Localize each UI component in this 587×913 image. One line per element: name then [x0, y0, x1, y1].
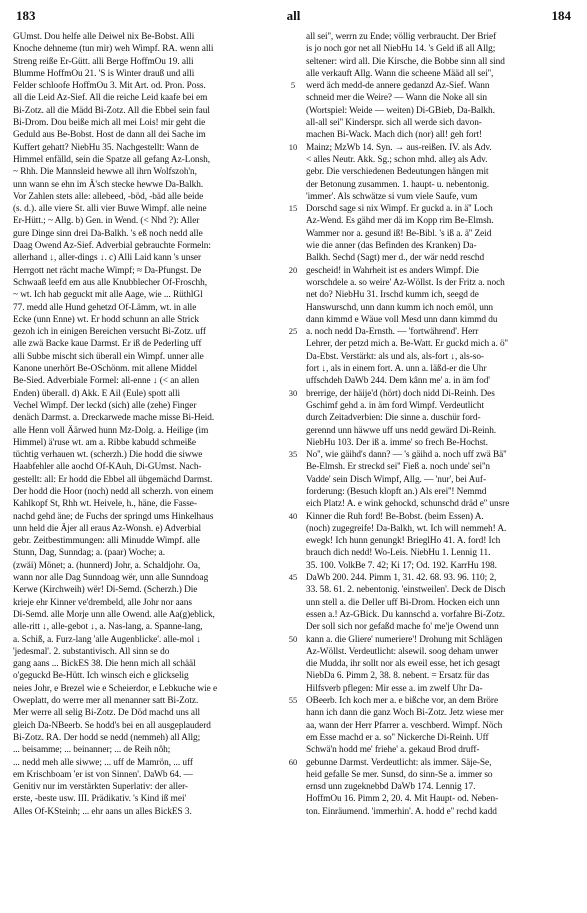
- text-line: Az-Wend. Es gähd mer dä im Kopp rim Be-Elmsh.: [306, 216, 494, 227]
- text-line: Bi-Zotz. RA. Der hodd se nedd (nemmeh) all Allg;: [13, 732, 201, 743]
- text-line: Be-Sied. Adverbiale Formel: all-enne ↓ (< an allen: [13, 376, 200, 387]
- text-line: is jo noch gor net all NiebHu 14. 's Geld iß all Allg;: [306, 44, 496, 55]
- text-line: NiebHu 103. Der iß a. imme' so frech Be-Hochst.: [306, 437, 488, 448]
- text-line: gescheid! in Wahrheit ist es anders Wimpf. Die: [306, 265, 479, 276]
- text-line: gang aans ... BickES 38. Die henn mich all schääl: [13, 659, 196, 670]
- text-line: forderung: (Besuch klopft an.) Als erei''! Nemmd: [306, 486, 487, 497]
- page-number-right: 184: [551, 8, 571, 23]
- text-line: DaWb 200. 244. Pimm 1, 31. 42. 68. 93. 96. 110; 2,: [306, 573, 497, 584]
- page-header: [0, 8, 587, 28]
- text-line: Vadde' sein Disch Wimpf, Allg. — 'nur', bei Auf-: [306, 474, 486, 485]
- text-line: Ecke (unn Enne) wt. Er hodd schunn an alle Strick: [13, 314, 200, 325]
- text-line: essen a.! Az-GBick. Du kannschd a. vorfahre Bi-Zotz.: [306, 609, 506, 620]
- text-line: NiebDa 6. Pimm 2, 38. 8. nebent. = Ersatz für das: [306, 671, 490, 682]
- text-line: ewegk! Ich hunn genungk! BrieglHo 41. A. ford! Ich: [306, 536, 501, 547]
- text-line: Bi-Zotz. all die Mädd Bi-Zotz. All die Ebbel sein faul: [13, 105, 210, 116]
- text-line: Stunn, Dag, Sunndag; a. (paar) Woche; a.: [13, 548, 165, 559]
- text-line: < alles Neutr. Akk. Sg.; schon mhd. alleȝ als Adv.: [306, 154, 488, 165]
- line-number: 30: [288, 387, 298, 398]
- text-line: allerhand ↓, aller-dings ↓. c) Alli Laid kann 's unser: [13, 253, 202, 264]
- text-line: (Wortspiel: Weide — weiten) Di-GBieb, Da-Balkh.: [306, 105, 495, 116]
- text-line: Be-Elmsh. Er streckd sei'' Fieß a. noch unde' sei''n: [306, 462, 490, 473]
- text-line: Kanone unerhört Be-OSchönm. mit allene Middel: [13, 364, 198, 375]
- text-line: werd äch medd-de annere gedanzd Az-Sief. Wann: [306, 81, 490, 92]
- text-line: (noch) zugegreife! Da-Balkh, wt. Ich will nemmeh! A.: [306, 523, 507, 534]
- text-line: Lehrer, der petzd mich a. Be-Watt. Er guckd mich a. ö'': [306, 339, 508, 350]
- text-line: 'jedesmal'. 2. substantivisch. All sinn se do: [13, 646, 170, 657]
- text-line: Vechel Wimpf. Der leckd (sich) alle (zehe) Finger: [13, 400, 197, 411]
- text-line: 33. 58. 61. 2. nebentonig. 'einstweilen'. Deck de Disch: [306, 585, 506, 596]
- text-line: wie die anner (das Befinden des Kranken) Da-: [306, 241, 477, 252]
- text-line: No'', wie gäihd's dann? — 's gäihd a. noch uff zwä Bä'': [306, 450, 507, 461]
- text-line: dann kimmd e Wäue voll Mesd unn dann kimmd du: [306, 314, 498, 325]
- text-line: Dorschd sage si nix Wimpf. Er guckd a. in ä'' Loch: [306, 204, 493, 215]
- line-number: 35: [288, 449, 298, 460]
- text-line: net do? NiebHu 31. Irschd kumm ich, seegd de: [306, 290, 479, 301]
- text-line: OBeerb. Ich koch mer a. e bißche vor, an dem Bröre: [306, 696, 499, 707]
- text-line: Kuffert gehatt? NiebHu 35. Nachgestellt: Wann de: [13, 142, 199, 153]
- line-number: 60: [288, 756, 298, 767]
- text-line: a. Schiß, a. Furz-lang 'alle Augenblicke'. alle-mol ↓: [13, 634, 201, 645]
- text-line: GUmst. Dou helfe alle Deiwel nix Be-Bobst. Alli: [13, 32, 195, 42]
- text-line: all sei'', werrn zu Ende; völlig verbraucht. Der Brief: [306, 32, 497, 42]
- text-line: alle-ritt ↓, alle-gebot ↓, a. Nas-lang, a. Spanne-lang,: [13, 622, 203, 633]
- text-line: Himmel) ä'ruse wt. am a. Ribbe kabudd schmeiße: [13, 437, 196, 448]
- text-line: alli Subbe mischt sich überall ein Wimpf. unner alle: [13, 351, 204, 362]
- text-line: Hanswurschd, unn dann kumm ich noch emöl, unn: [306, 302, 494, 313]
- text-line: Felder schloofe HoffmOu 3. Mit Art. od. Pron. Poss.: [13, 81, 206, 92]
- text-line: 'immer'. Als schwätze si vum viele Saufe, vum: [306, 191, 478, 202]
- text-line: heid gefalle Se mer. Sunsd, do sinn-Se a. immer so: [306, 769, 493, 780]
- text-line: Vor Zahlen stets alle: allebeed, -böd, -bäd alle beide: [13, 191, 204, 202]
- line-number: 5: [290, 80, 296, 91]
- text-line: gebr. Die verschiedenen Bedeutungen hängen mit: [306, 167, 489, 178]
- text-line: worschdele a. so weire' Az-Wöllst. Is der Fritz a. noch: [306, 277, 505, 288]
- text-line: Kahlkopf St, Rhh wt. Heivele, h., häne, die Fasse-: [13, 499, 197, 510]
- text-line: machen Bi-Wack. Mach dich (nor) all! geh fort!: [306, 130, 483, 141]
- text-line: unn wann se ehn im Ä'sch stecke hewwe Da-Balkh.: [13, 179, 204, 190]
- text-line: denäch Darmst. a. Dreckarwede mache misse Bi-Heid.: [13, 413, 215, 424]
- text-line: unn stell a. die Deller uff Bi-Drom. Hocken eich unn: [306, 597, 500, 608]
- text-line: Der hodd die Hoor (noch) nedd all scherzh. von einem: [13, 486, 214, 497]
- text-line: Wammer nor a. gesund iß! Be-Bibl. 's iß a. ä'' Zeid: [306, 228, 492, 239]
- text-line: die Mudda, ihr sollt nor als eweil esse, het ich gesagt: [306, 659, 500, 670]
- text-line: (zwäi) Mönet; a. (hunnerd) Johr, a. Schaldjohr. Oa,: [13, 560, 201, 571]
- text-line: Da-Ebst. Verstärkt: als und als, als-fort ↓, als-so-: [306, 351, 484, 362]
- text-line: Herrgott net rächt mache Wimpf; ≈ Da-Pfungst. De: [13, 265, 202, 276]
- text-line: Bi-Drom. Dou beiße mich all mei Lois! mir geht die: [13, 118, 206, 129]
- text-line: Geduld aus Be-Bobst. Host de dann all dei Sache im: [13, 130, 206, 141]
- text-line: Haabfehler alle aochd Of-KAuh, Di-GUmst. Nach-: [13, 462, 202, 473]
- text-line: seltener: wird all. Die Kirsche, die Bobbe sinn all sind: [306, 56, 505, 67]
- line-number: 10: [288, 141, 298, 152]
- text-line: hann ich dann die ganz Woch Bi-Zotz. Jetz wiese mer: [306, 708, 504, 719]
- text-line: ... nedd meh alle siwwe; ... uff de Mamrön, ... uff: [13, 757, 193, 768]
- text-line: Himmel enfälld, sein die Spatze all gefang Az-Lonsh,: [13, 154, 210, 165]
- text-line: gebunne Darmst. Verdeutlicht: als immer. Säje-Se,: [306, 757, 492, 768]
- text-line: aa, wann der Herr Pfarrer a. veschberd. Wimpf. Nöch: [306, 720, 503, 731]
- text-line: brerrige, der häije'd (hört) doch nidd Di-Reinh. Des: [306, 388, 495, 399]
- text-line: der Betonung zusammen. 1. haupt- u. nebentonig.: [306, 179, 490, 190]
- text-line: gestellt: all: Er hodd die Ebbel all übgemächd Darmst.: [13, 474, 213, 485]
- line-number: 45: [288, 572, 298, 583]
- text-line: o'geguckd Be-Hütt. Ich winsch eich e glickselig: [13, 671, 189, 682]
- text-line: durch Zeitadverbien: Die sinne a. duschür ford-: [306, 413, 481, 424]
- text-line: Genitiv nur im verstärkten Superlativ: der aller-: [13, 782, 188, 793]
- text-line: unn held die Äjer all eraus Az-Wonsh. e) Adverbial: [13, 523, 202, 534]
- text-line: Az-Wöllst. Verdeutlicht: alsewil. soog deham unwer: [306, 646, 499, 657]
- text-line: Kinner die Ruh ford! Be-Bobst. (beim Essen) A.: [306, 511, 484, 522]
- text-line: brauch dich nedd! Wo-Leis. NiebHu 1. Lennig 11.: [306, 548, 491, 559]
- text-line: a. noch nedd Da-Ernsth. — 'fortwährend'. Herr: [306, 327, 479, 338]
- left-column: [13, 31, 283, 818]
- text-line: erste, -beste usw. III. Prädikativ. 's Kind iß mei': [13, 794, 187, 805]
- text-line: Daag Owend Az-Sief. Adverbial gebrauchte Formeln:: [13, 241, 211, 252]
- page-number-left: 183: [16, 8, 36, 23]
- text-line: Gschimf gehd a. in äm ford Wimpf. Verdeutlicht: [306, 400, 484, 411]
- text-line: ernsd unn zugeknebbd DaWb 174. Lennig 17.: [306, 782, 476, 793]
- text-line: ton. Einräumend. 'immerhin'. A. hodd e'' rechd kadd: [306, 806, 497, 817]
- line-number: 15: [288, 203, 298, 214]
- text-line: uffschdeh DaWb 244. Dem kânn me' a. in äm fod': [306, 376, 490, 387]
- text-line: Alles Of-KSteinh; ... ehr aans un alles BickES 3.: [13, 806, 192, 817]
- line-number: 50: [288, 633, 298, 644]
- text-line: ~ Rhh. Die Mannsleid hewwe all ihrn Wolfszoh'n,: [13, 167, 197, 178]
- text-line: em Esse machd er a. so'' Nickerche Di-Reinh. Uff: [306, 732, 489, 743]
- text-line: kann a. die Gliere' numeriere'! Drohung mit Schlägen: [306, 634, 503, 645]
- text-line: alle zwä Backe kaue Darmst. Er iß de Pederling uff: [13, 339, 202, 350]
- text-line: all die Leid Az-Sief. All die reiche Leid kaafe bei em: [13, 93, 208, 104]
- text-line: Blumme HoffmOu 21. 'S is Winter drauß und alli: [13, 68, 195, 79]
- text-line: gure Dinge sinn drei Da-Balkh. 's eß noch nedd alle: [13, 228, 203, 239]
- text-line: Mer werre all selig Bi-Zotz. De Död machd uns all: [13, 708, 201, 719]
- line-number: 20: [288, 264, 298, 275]
- text-line: Oweplatt, do werre mer all menanner satt Bi-Zotz.: [13, 696, 199, 707]
- text-line: Kerwe (Kirchweih) wër! Di-Semd. (Scherzh.) Die: [13, 585, 198, 596]
- text-line: fort ↓, als in einem fort. A. unn a. läßd-er die Uhr: [306, 364, 487, 375]
- text-line: Mainz; MzWb 14. Syn. → aus-reißen. IV. als Adv.: [306, 142, 492, 153]
- text-line: alle verkauft Allg. Wann die scheene Määd all sei'',: [306, 68, 494, 79]
- line-number: 40: [288, 510, 298, 521]
- text-line: Di-Semd. alle Morje unn alle Owend. alle Aa(g)eblick,: [13, 609, 215, 620]
- text-line: alle Henn voll Äärwed hunn Mz-Dolg. a. Heilige (im: [13, 425, 209, 436]
- text-line: Hilfsverb pflegen: Mir esse a. im zwelf Uhr Da-: [306, 683, 483, 694]
- text-line: schneid mer die Weire? — Wann die Noke all sin: [306, 93, 487, 104]
- text-line: Er-Hütt.; ~ Allg. b) Gen. in Wend. (< Nhd ?): Aller: [13, 216, 200, 227]
- text-line: ... beisamme; ... beinanner; ... de Reih nôh;: [13, 745, 171, 756]
- text-line: HoffmOu 16. Pimm 2, 20. 4. Mit Haupt- od. Neben-: [306, 794, 499, 805]
- text-line: all-all sei'' Kinderspr. sich all werde sich davon-: [306, 118, 482, 129]
- line-number: 55: [288, 695, 298, 706]
- text-line: Schwä'n hodd me' friehe' a. gekaud Brod druff-: [306, 745, 480, 756]
- text-line: nachd gehd äne; de Fuchs der springd ums Hinkelhaus: [13, 511, 214, 522]
- text-line: eich Platz! A. e wink gehockd, schunschd dräd e'' unsre: [306, 499, 510, 510]
- text-line: gebr. Zeitbestimmungen: alli Minudde Wimpf. alle: [13, 536, 200, 547]
- text-line: tüchtig verhauen wt. (scherzh.) Die hodd die siwwe: [13, 450, 203, 461]
- text-line: Schwaaß leefd em aus alle Knubblecher Of-Froschh,: [13, 277, 208, 288]
- text-line: gerennd unn häwwe uff uns nedd gewärd Di-Reinh.: [306, 425, 497, 436]
- line-number: 25: [288, 326, 298, 337]
- text-line: Streng reiße Er-Gütt. alli Berge HoffmOu 19. alli: [13, 56, 194, 67]
- text-line: wann nor alle Dag Sunndoag wër, unn alle Sunndoag: [13, 573, 209, 584]
- text-line: Der soll sich nor gefaßd mache fo' me'je Owend unn: [306, 622, 499, 633]
- text-line: 35. 100. VolkBe 7. 42; Ki 17; Od. 192. KarrHu 198.: [306, 560, 497, 571]
- text-line: krieje ehr Kinner ve'drembeld, alle Johr nor aans: [13, 597, 192, 608]
- right-column: [306, 31, 576, 818]
- running-headword: all: [286, 8, 301, 23]
- text-line: Enden) überall. d) Akk. E Ail (Eule) spott alli: [13, 388, 181, 399]
- text-line: em Krischboam 'er ist von Sinnen'. DaWb 64. —: [13, 769, 193, 780]
- text-line: Balkh. Sechd (Sagt) mer d., der wär nedd reschd: [306, 253, 485, 264]
- text-line: (s. d.). alle viere St. alli vier Buwe Wimpf. alle neine: [13, 204, 207, 215]
- text-line: gezoh ich in einigen Bereichen versucht Bi-Zotz. uff: [13, 327, 206, 338]
- text-line: ~ wt. Ich hab geguckt mit alle Aage, wie ... RüthlGl: [13, 290, 203, 301]
- text-line: 77. medd alle Hund gehetzd Of-Lämm, wt. in alle: [13, 302, 197, 313]
- text-line: neies Johr, e Brezel wie e Scheierdor, e Lebkuche wie e: [13, 683, 218, 694]
- text-line: gleich Da-NBeerb. Se hodd's bei en all ausgeplauderd: [13, 720, 211, 731]
- text-line: Knoche dehneme (tun mir) weh Wimpf. RA. wenn alli: [13, 44, 214, 55]
